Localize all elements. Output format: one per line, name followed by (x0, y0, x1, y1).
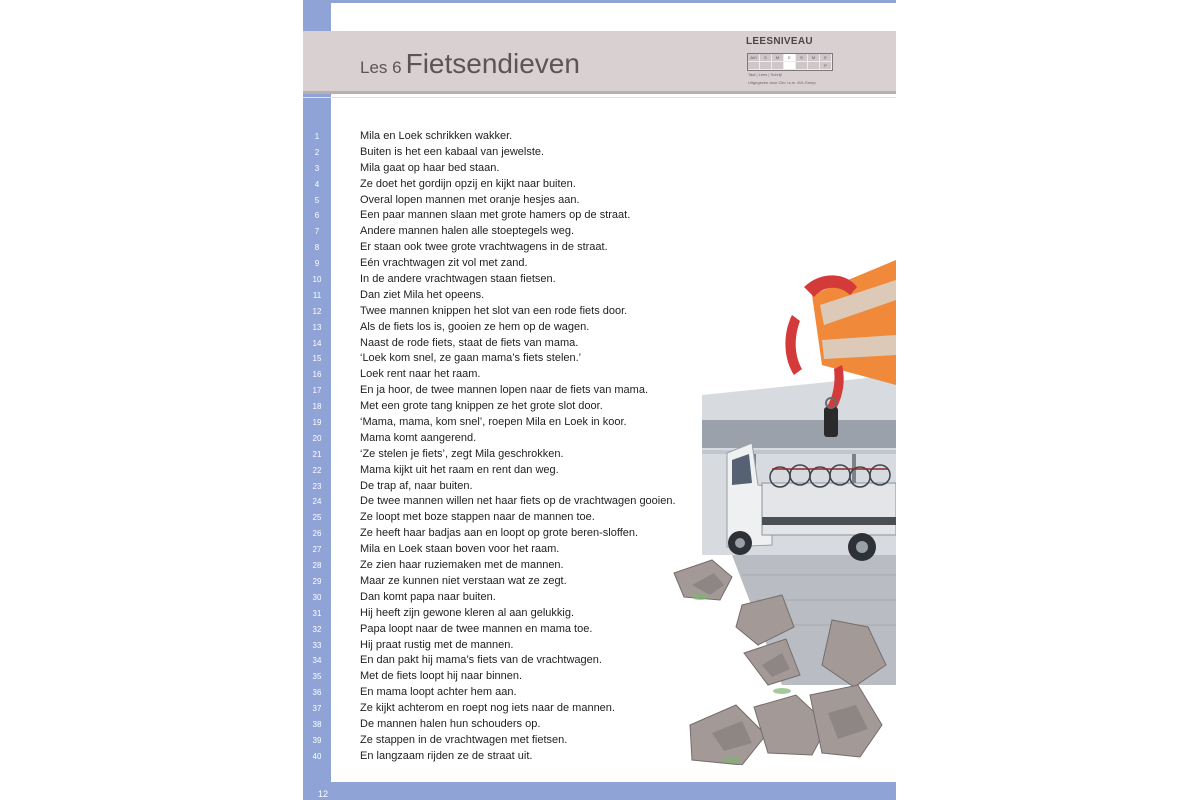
line-number: 11 (312, 290, 322, 300)
line-number-column (303, 129, 331, 765)
story-line: Maar ze kunnen niet verstaan wat ze zegt. (360, 574, 567, 587)
story-line: Papa loopt naar de twee mannen en mama toe. (360, 622, 593, 635)
story-line: Ze zien haar ruziemaken met de mannen. (360, 559, 564, 572)
story-line: De trap af, naar buiten. (360, 479, 473, 492)
line-number: 18 (312, 402, 322, 412)
story-line: Loek rent naar het raam. (360, 368, 481, 381)
story-line: Ze stappen in de vrachtwagen met fietsen. (360, 733, 568, 746)
story-line: Een paar mannen slaan met grote hamers op de straat. (360, 209, 631, 222)
line-number: 13 (312, 322, 322, 332)
line-number: 24 (312, 497, 322, 507)
line-number: 14 (312, 338, 322, 348)
line-number: 26 (312, 529, 322, 539)
line-number: 40 (312, 751, 322, 761)
line-number: 3 (314, 163, 320, 173)
level-cell (808, 62, 820, 70)
line-number: 9 (314, 259, 320, 269)
line-number: 32 (312, 624, 322, 634)
line-number: 25 (312, 513, 322, 523)
line-number: 27 (312, 545, 322, 555)
story-line: Eén vrachtwagen zit vol met zand. (360, 257, 528, 270)
level-cell: M (772, 54, 784, 62)
line-number: 39 (312, 735, 322, 745)
story-line: Andere mannen halen alle stoeptegels weg. (360, 225, 575, 238)
line-number: 10 (312, 275, 322, 285)
story-line: Mila gaat op haar bed staan. (360, 161, 500, 174)
story-line: Buiten is het een kabaal van jewelste. (360, 145, 545, 158)
page-number: 12 (318, 789, 329, 799)
line-number: 31 (312, 608, 322, 618)
story-line: Er staan ook twee grote vrachtwagens in de straat. (360, 241, 608, 254)
truck-with-bicycles-icon (672, 255, 896, 765)
level-cell: P (820, 62, 832, 70)
line-number: 35 (312, 672, 322, 682)
line-number: 6 (314, 211, 320, 221)
footer-band (303, 782, 896, 800)
level-cell: AVI (748, 54, 760, 62)
story-line: Als de fiets los is, gooien ze hem op de wagen. (360, 320, 590, 333)
story-line: Dan komt papa naar buiten. (360, 590, 496, 603)
line-number: 4 (314, 179, 320, 189)
line-number: 16 (312, 370, 322, 380)
story-line: En langzaam rijden ze de straat uit. (360, 749, 533, 762)
line-number: 20 (312, 433, 322, 443)
line-number: 5 (314, 195, 320, 205)
badge-publisher-note: Uitgegeven door Cito i.s.m. AVI-Groep (748, 80, 816, 85)
line-number: 38 (312, 719, 322, 729)
line-number: 36 (312, 688, 322, 698)
story-line: ‘Mama, mama, kom snel’, roepen Mila en Loek in koor. (360, 416, 627, 429)
level-cell-active: E (784, 54, 796, 62)
line-number: 28 (312, 561, 322, 571)
story-line: Mama komt aangerend. (360, 431, 477, 444)
story-line: ‘Loek kom snel, ze gaan mama’s fiets stelen.’ (360, 352, 582, 365)
reading-level-badge (746, 36, 832, 88)
story-line: Mama kijkt uit het raam en rent dan weg. (360, 463, 559, 476)
story-line: Met een grote tang knippen ze het grote slot door. (360, 400, 603, 413)
story-line: In de andere vrachtwagen staan fietsen. (360, 273, 556, 286)
lesson-number: Les 6 (360, 58, 402, 77)
line-number: 37 (312, 704, 322, 714)
line-number: 7 (314, 227, 320, 237)
story-line: Hij heeft zijn gewone kleren al aan gelukkig. (360, 606, 575, 619)
line-number: 2 (314, 147, 320, 157)
story-line: ‘Ze stelen je fiets’, zegt Mila geschrokken. (360, 447, 564, 460)
level-cell: S (796, 54, 808, 62)
line-number: 23 (312, 481, 322, 491)
story-line: De twee mannen willen net haar fiets op de vrachtwagen gooien. (360, 495, 676, 508)
story-line: Mila en Loek schrikken wakker. (360, 130, 513, 142)
reading-level-grid (747, 53, 833, 71)
story-line: Ze doet het gordijn opzij en kijkt naar buiten. (360, 177, 576, 190)
story-line: Ze loopt met boze stappen naar de mannen toe. (360, 511, 595, 524)
lesson-title (360, 48, 580, 80)
level-cell (796, 62, 808, 70)
line-number: 30 (312, 592, 322, 602)
story-line: Met de fiets loopt hij naar binnen. (360, 670, 523, 683)
line-number: 8 (314, 243, 320, 253)
story-line: Twee mannen knippen het slot van een rode fiets door. (360, 304, 628, 317)
line-number: 19 (312, 418, 322, 428)
story-line: En ja hoor, de twee mannen lopen naar de fiets van mama. (360, 384, 649, 397)
header-divider (303, 91, 896, 94)
story-line: En dan pakt hij mama’s fiets van de vrachtwagen. (360, 654, 602, 667)
level-cell-active (784, 62, 796, 70)
line-number: 15 (312, 354, 322, 364)
line-number: 34 (312, 656, 322, 666)
line-number: 29 (312, 576, 322, 586)
story-line: En mama loopt achter hem aan. (360, 686, 517, 699)
top-rule (303, 0, 896, 3)
line-number: 22 (312, 465, 322, 475)
badge-title: LEESNIVEAU (746, 36, 813, 47)
story-line: Naast de rode fiets, staat de fiets van mama. (360, 336, 579, 349)
line-number: 33 (312, 640, 322, 650)
lesson-name: Fietsendieven (405, 48, 580, 79)
level-cell (748, 62, 760, 70)
level-cell: M (808, 54, 820, 62)
level-cell (772, 62, 784, 70)
line-number: 21 (312, 449, 322, 459)
level-cell (760, 62, 772, 70)
story-text (360, 129, 705, 765)
story-line: Hij praat rustig met de mannen. (360, 638, 514, 651)
line-number: 1 (314, 132, 320, 141)
story-line: Mila en Loek staan boven voor het raam. (360, 543, 560, 556)
story-line: Overal lopen mannen met oranje hesjes aan. (360, 193, 580, 206)
level-cell: E (820, 54, 832, 62)
story-line: Ze heeft haar badjas aan en loopt op grote beren-sloffen. (360, 527, 639, 540)
story-line: Dan ziet Mila het opeens. (360, 288, 485, 301)
level-cell: S (760, 54, 772, 62)
line-number: 12 (312, 306, 322, 316)
story-line: Ze kijkt achterom en roept nog iets naar de mannen. (360, 702, 615, 715)
header-divider-thin (303, 97, 896, 98)
badge-note: Taal | Lees | Schrijf (748, 72, 782, 77)
line-number: 17 (312, 386, 322, 396)
story-line: De mannen halen hun schouders op. (360, 717, 541, 730)
